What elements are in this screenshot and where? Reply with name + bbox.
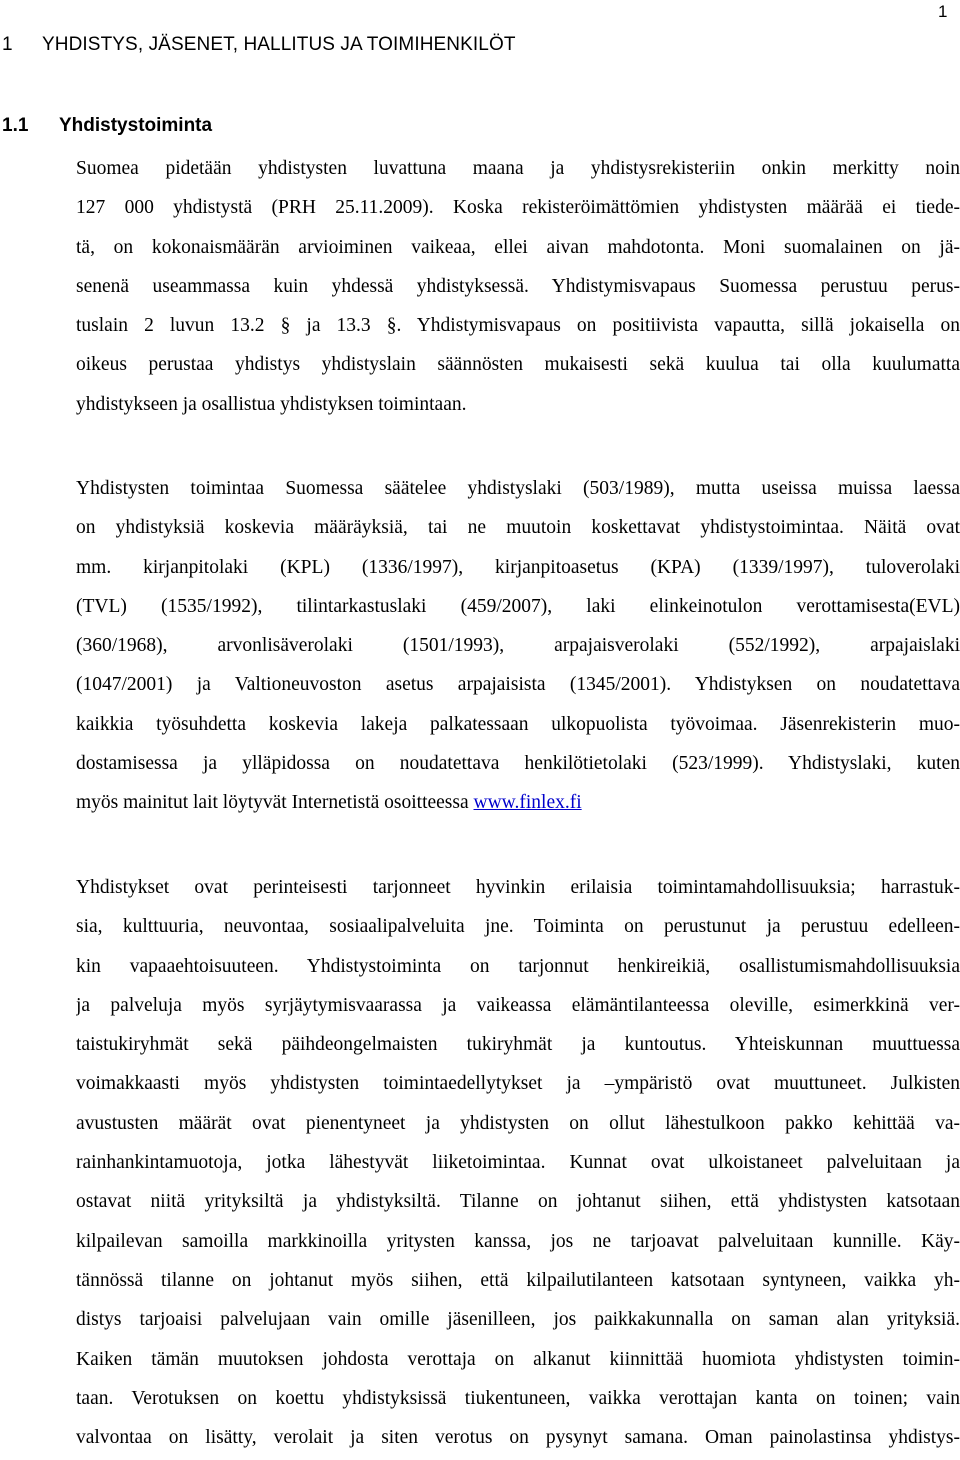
paragraph-line: on yhdistyksiä koskevia määräyksiä, tai ne muutoin koskettavat yhdistystoimintaa. Näitä ovat <box>76 517 960 539</box>
page-number: 1 <box>938 2 948 21</box>
chapter-heading <box>0 34 516 56</box>
section-title: Yhdistystoiminta <box>59 115 213 136</box>
paragraph-line: senenä useammassa kuin yhdessä yhdistyksessä. Yhdistymisvapaus Suomessa perustuu perus- <box>76 275 960 297</box>
paragraph-line: kin vapaaehtoisuuteen. Yhdistystoiminta on tarjonnut henkireikiä, osallistumismahdollisuuksia <box>76 955 960 977</box>
paragraph-line: rainhankintamuotoja, jotka lähestyvät liiketoimintaa. Kunnat ovat ulkoistaneet palveluitaan ja <box>76 1152 960 1174</box>
paragraph-line: yhdistykseen ja osallistua yhdistyksen toimintaan. <box>76 393 467 415</box>
paragraph-line: (TVL) (1535/1992), tilintarkastuslaki (459/2007), laki elinkeinotulon verottamisesta(EVL) <box>76 595 960 617</box>
paragraph-line: Yhdistysten toimintaa Suomessa säätelee yhdistyslaki (503/1989), mutta useissa muissa laessa <box>76 478 960 499</box>
paragraph-line: 127 000 yhdistystä (PRH 25.11.2009). Koska rekisteröimättömien yhdistysten määrää ei tiede- <box>76 197 960 219</box>
paragraph-line: (360/1968), arvonlisäverolaki (1501/1993), arpajaisverolaki (552/1992), arpajaislaki <box>76 635 960 657</box>
paragraph-line: tä, on kokonaismäärän arvioiminen vaikeaa, ellei aivan mahdotonta. Moni suomalainen on jä- <box>76 236 960 258</box>
paragraph-line: tännössä tilanne on johtanut myös siihen, että kilpailutilanteen katsotaan syntyneen, vaikka yh- <box>76 1269 960 1291</box>
paragraph-line: tuslain 2 luvun 13.2 § ja 13.3 §. Yhdistymisvapaus on positiivista vapautta, sillä jokaisella on <box>76 315 960 337</box>
chapter-number: 1 <box>2 34 13 55</box>
paragraph-line: Suomea pidetään yhdistysten luvattuna maana ja yhdistysrekisteriin onkin merkitty noin <box>76 158 960 179</box>
paragraph-line: ja palveluja myös syrjäytymisvaarassa ja vaikeassa elämäntilanteessa oleville, esimerkkinä ver- <box>76 994 960 1016</box>
paragraph-3 <box>76 868 960 1457</box>
paragraph-line: valvontaa on lisätty, verolait ja siten verotus on pysynyt samana. Oman painolastinsa yhdistys- <box>76 1427 960 1449</box>
paragraph-last-line <box>76 783 960 822</box>
paragraph-line: distys tarjoaisi palvelujaan vain omille jäsenilleen, jos paikkakunnalla on saman alan yrityksiä. <box>76 1309 960 1331</box>
paragraph-line: taistukiryhmät sekä päihdeongelmaisten tukiryhmät ja kuntoutus. Yhteiskunnan muuttuessa <box>76 1034 960 1056</box>
paragraph-line: avustusten määrät ovat pienentyneet ja yhdistysten on ollut lähestulkoon pakko kehittää va- <box>76 1112 960 1134</box>
paragraph-line: ostavat niitä yrityksiltä ja yhdistyksiltä. Tilanne on johtanut siihen, että yhdistysten katsotaan <box>76 1191 960 1213</box>
paragraph-1 <box>76 149 960 424</box>
paragraph-line: Yhdistykset ovat perinteisesti tarjonneet hyvinkin erilaisia toimintamahdollisuuksia; harrastuk- <box>76 877 960 898</box>
paragraph-line: voimakkaasti myös yhdistysten toimintaedellytykset ja –ympäristö ovat muuttuneet. Julkisten <box>76 1073 960 1095</box>
paragraph-line: dostamisessa ja ylläpidossa on noudatettava henkilötietolaki (523/1999). Yhdistyslaki, kuten <box>76 753 960 775</box>
finlex-link[interactable]: www.finlex.fi <box>473 792 582 814</box>
paragraph-line: sia, kulttuuria, neuvontaa, sosiaalipalveluita jne. Toiminta on perustunut ja perustuu edelleen- <box>76 916 960 938</box>
paragraph-line: kaikkia työsuhdetta koskevia lakeja palkatessaan ulkopuolista työvoimaa. Jäsenrekisterin muo- <box>76 713 960 735</box>
paragraph-line: taan. Verotuksen on koettu yhdistyksissä tiukentuneen, vaikka verottajan kanta on toinen; vain <box>76 1387 960 1409</box>
section-number: 1.1 <box>2 115 29 136</box>
paragraph-line: (1047/2001) ja Valtioneuvoston asetus arpajaisista (1345/2001). Yhdistyksen on noudatettava <box>76 674 960 696</box>
paragraph-line: Kaiken tämän muutoksen johdosta verottaja on alkanut kiinnittää huomiota yhdistysten toimin- <box>76 1348 960 1370</box>
paragraph-line: oikeus perustaa yhdistys yhdistyslain säännösten mukaisesti sekä kuulua tai olla kuulumatta <box>76 354 960 376</box>
paragraph-2 <box>76 469 960 823</box>
paragraph-line: mm. kirjanpitolaki (KPL) (1336/1997), kirjanpitoasetus (KPA) (1339/1997), tuloverolaki <box>76 556 960 578</box>
section-heading <box>0 115 212 137</box>
chapter-title: YHDISTYS, JÄSENET, HALLITUS JA TOIMIHENKILÖT <box>42 34 516 55</box>
paragraph-line-text: myös mainitut lait löytyvät Internetistä osoitteessa <box>76 792 474 814</box>
paragraph-line: kilpailevan samoilla markkinoilla yritysten kanssa, jos ne tarjoavat palveluitaan kunnille. Käy- <box>76 1230 960 1252</box>
